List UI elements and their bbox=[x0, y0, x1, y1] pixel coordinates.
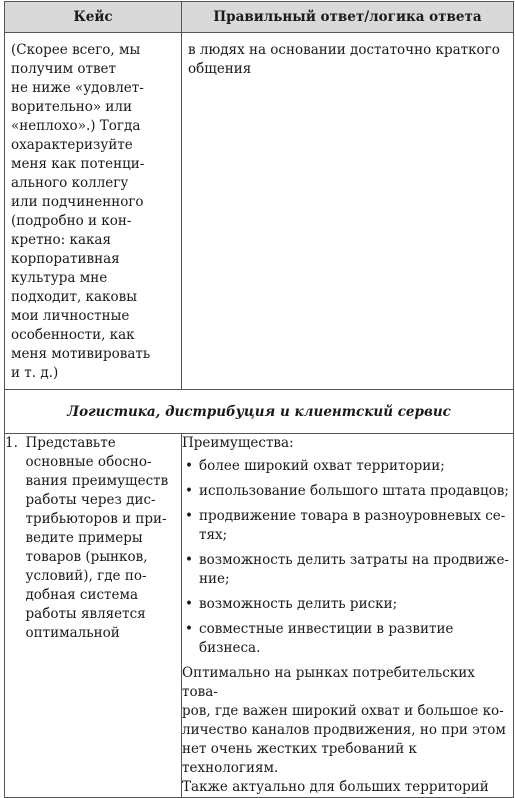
bullet-icon: • bbox=[185, 596, 193, 612]
case-column-header: Кейс bbox=[5, 2, 182, 33]
table-row bbox=[5, 434, 514, 798]
list-item-text: более широкий охват территории; bbox=[199, 458, 445, 474]
section-row bbox=[5, 390, 514, 434]
conclusion-text: Оптимально на рынках потребительских това- ров, где важен широкий охват и большое ко- личество каналов продвижения, но при этом нет очень жестких требований к технологиям. Также актуально для больших территорий bbox=[182, 665, 506, 795]
bullet-icon: • bbox=[185, 508, 193, 524]
row-number: 1. bbox=[5, 434, 26, 798]
list-item bbox=[182, 551, 513, 589]
table-row bbox=[5, 33, 514, 390]
list-item bbox=[182, 457, 513, 476]
list-item bbox=[182, 595, 513, 614]
list-item-text: продвижение товара в разноуровневых се- тях; bbox=[199, 508, 506, 543]
bullet-icon: • bbox=[185, 458, 193, 474]
list-item-text: использование большого штата продавцов; bbox=[199, 483, 509, 499]
list-item bbox=[182, 620, 513, 658]
bullet-icon: • bbox=[185, 483, 193, 499]
list-item-text: совместные инвестиции в развитие бизнеса. bbox=[199, 621, 454, 656]
answer-text: в людях на основании достаточно краткого общения bbox=[188, 42, 500, 77]
list-item bbox=[182, 482, 513, 501]
case-cell bbox=[5, 33, 182, 390]
list-item-text: возможность делить риски; bbox=[199, 596, 398, 612]
case-text: (Скорее всего, мы получим ответ не ниже «удовлет- ворительно» или «неплохо».) Тогда охарактеризуйте меня как потенци- ального коллегу или подчиненного (подробно и кон- кретно: какая корпоративная культура мне подходит, каковы мои личностные особенности, как меня мотивировать и т. д.) bbox=[11, 42, 151, 381]
bullet-icon: • bbox=[185, 552, 193, 568]
document-table bbox=[4, 1, 514, 798]
bullet-icon: • bbox=[185, 621, 193, 637]
section-title: Логистика, дистрибуция и клиентский сервис bbox=[5, 390, 514, 434]
answer-column-header: Правильный ответ/логика ответа bbox=[182, 2, 514, 33]
question-text: Представьте основные обосно- вания преимуществ работы через дис- трибьюторов и при- ведите примеры товаров (рынков, условий), где по- добная система работы является оптимальной bbox=[26, 434, 182, 798]
advantages-label: Преимущества: bbox=[182, 435, 294, 451]
answer-cell bbox=[182, 33, 514, 390]
list-item bbox=[182, 507, 513, 545]
answer-cell bbox=[182, 434, 514, 798]
list-item-text: возможность делить затраты на продвиже- ние; bbox=[199, 552, 509, 587]
advantages-list bbox=[182, 457, 513, 658]
table-header-row bbox=[5, 2, 514, 33]
